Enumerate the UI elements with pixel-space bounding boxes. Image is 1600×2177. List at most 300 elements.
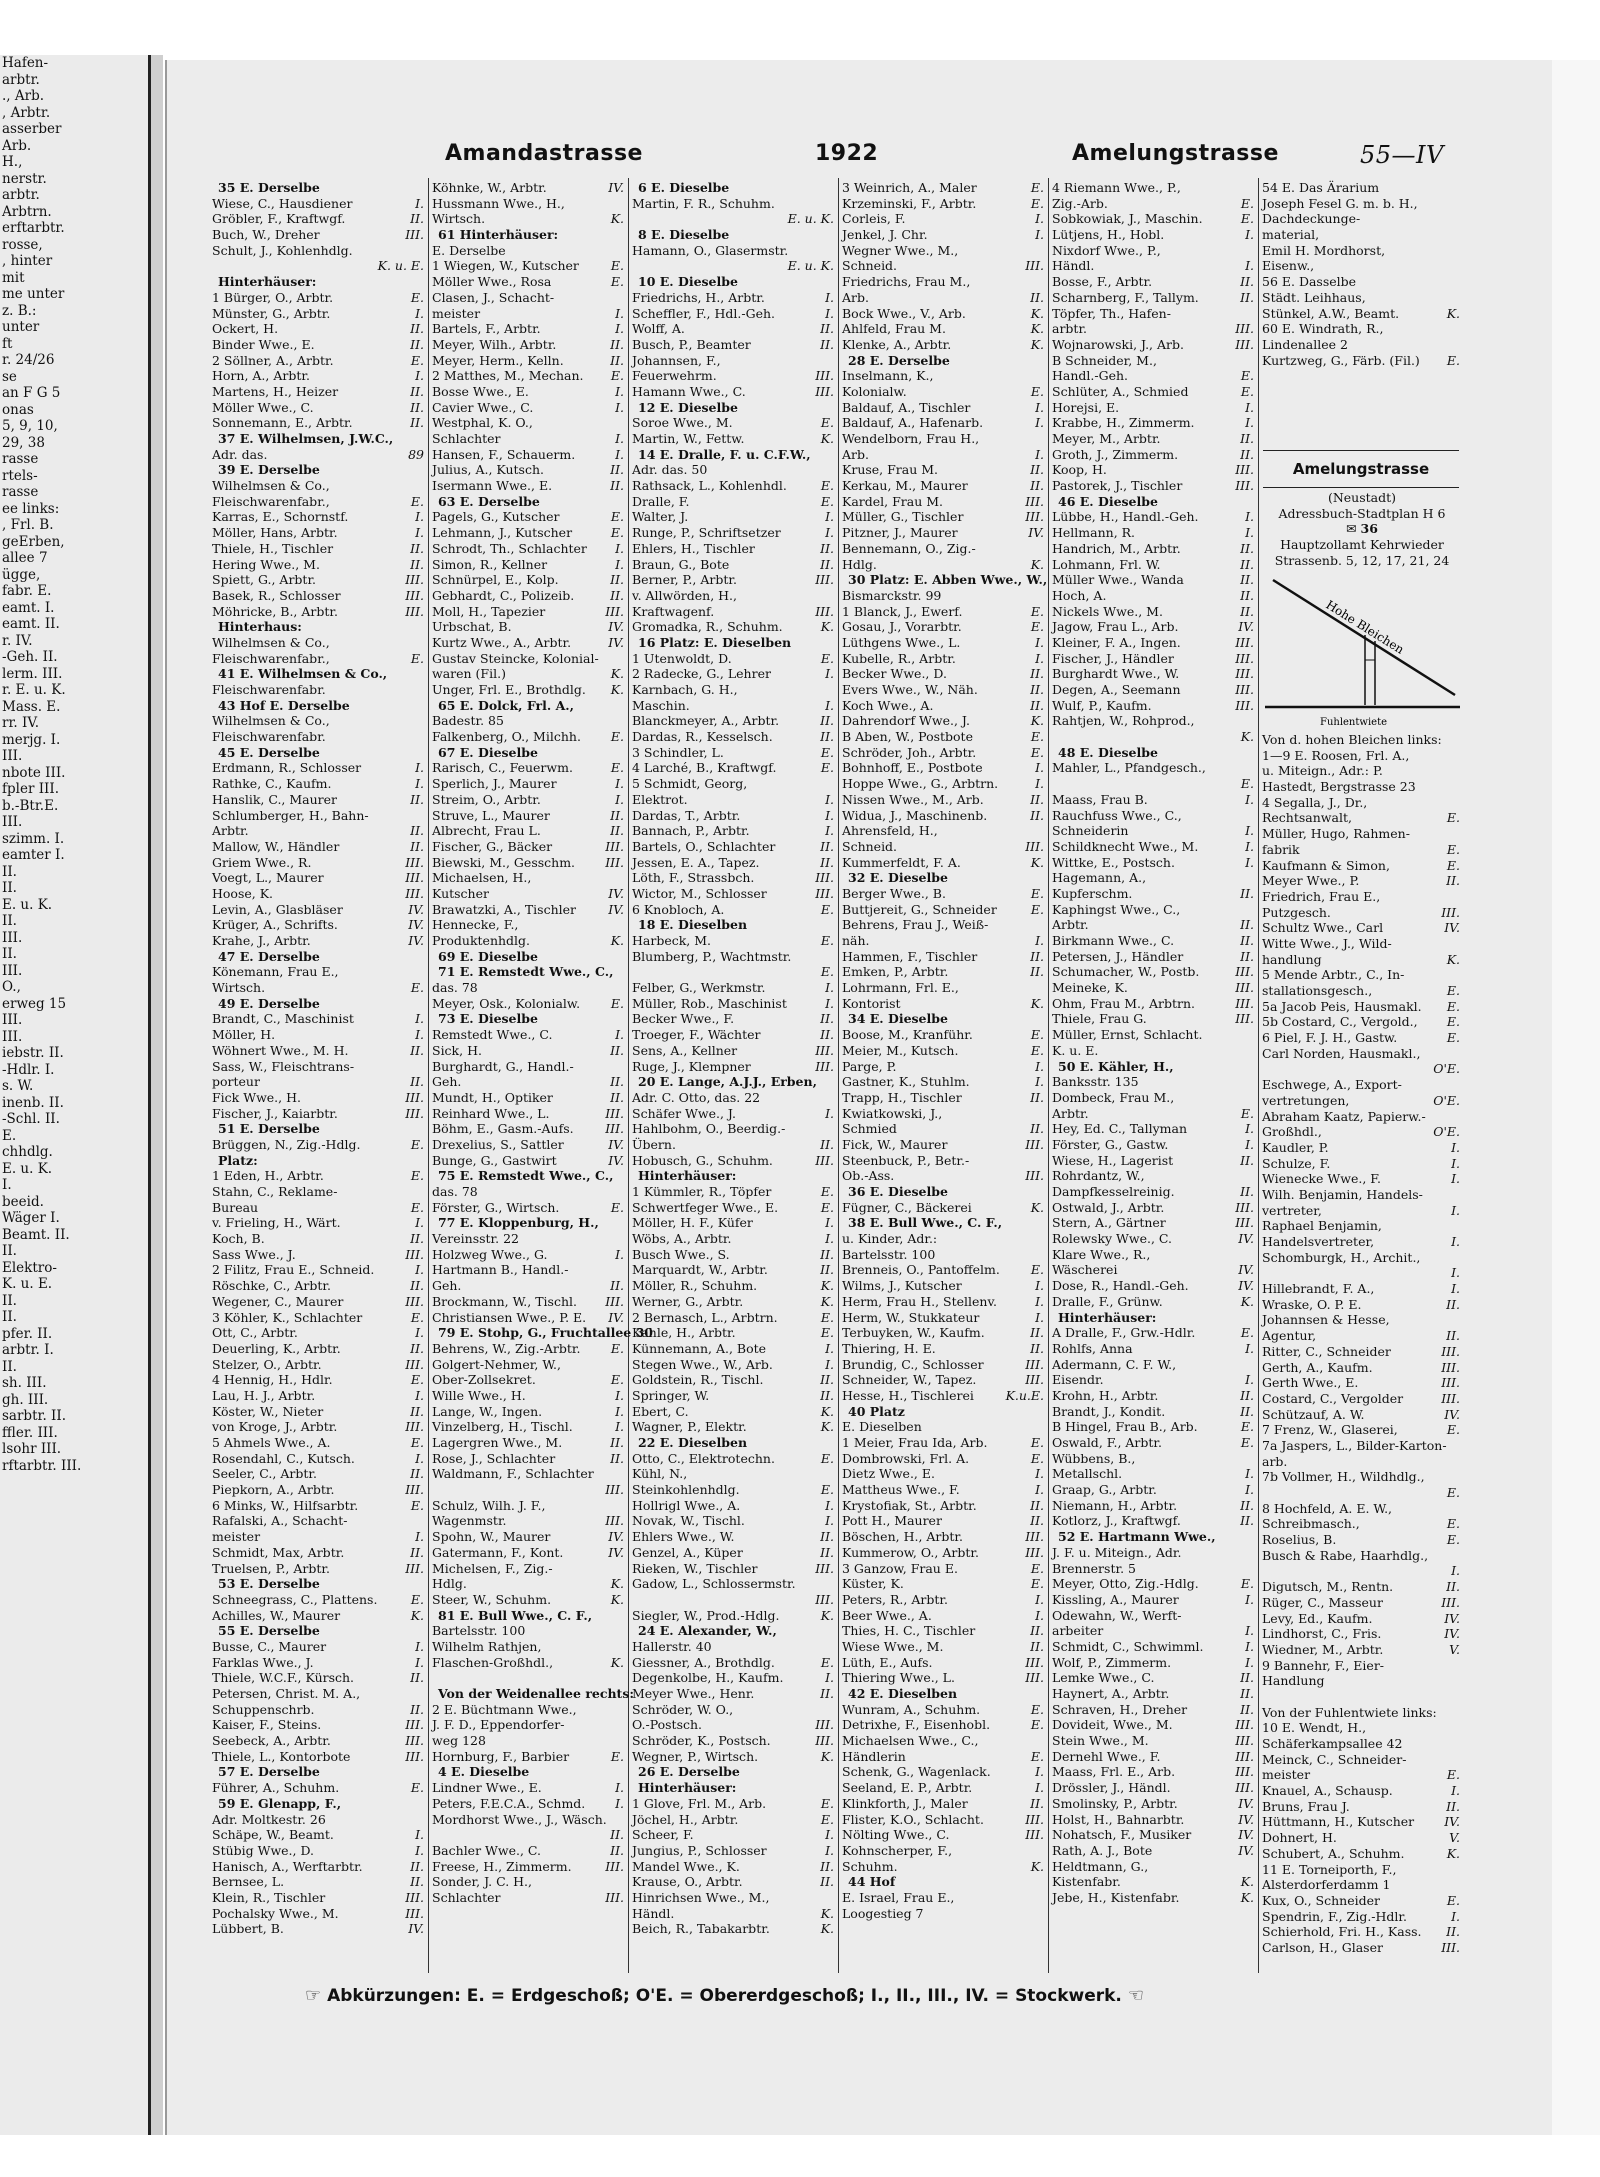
entry-text: Dardas, R., Kesselsch. [632, 729, 773, 745]
resident-entry [1262, 1140, 1462, 1156]
entry-text: Walter, J. [632, 509, 689, 525]
house-entry [432, 1686, 634, 1702]
fragment-line: fpler III. [2, 781, 59, 797]
floor-code: II. [610, 1450, 624, 1466]
floor-code: IV. [408, 917, 424, 933]
entry-text: Maass, Frau B. [1052, 791, 1148, 807]
floor-code: II. [820, 321, 834, 337]
entry-text: Meyer, Osk., Kolonialw. [432, 995, 581, 1011]
resident-entry [842, 1482, 1046, 1498]
floor-code: I. [615, 1246, 624, 1262]
floor-code: I. [615, 791, 624, 807]
resident-entry [1262, 243, 1462, 259]
floor-code: IV. [1444, 1626, 1460, 1642]
resident-entry [432, 996, 626, 1012]
entry-text: Bismarckstr. 99 [842, 587, 942, 603]
floor-code: I. [415, 1638, 424, 1654]
entry-text: Kurtz Wwe., A., Arbtr. [432, 634, 572, 650]
floor-code: III. [815, 603, 834, 619]
floor-code: III. [605, 1121, 624, 1137]
house-entry [1052, 1529, 1256, 1545]
entry-text: Hering Wwe., M. [212, 556, 320, 572]
floor-code: I. [825, 509, 834, 525]
floor-code: II. [610, 587, 624, 603]
entry-text: Wraske, O. P. E. [1262, 1296, 1362, 1312]
resident-entry [1052, 823, 1256, 839]
resident-entry [432, 572, 626, 588]
resident-entry [212, 1451, 426, 1467]
floor-code: II. [610, 462, 624, 478]
resident-entry [1052, 1764, 1256, 1780]
street-info [1262, 490, 1462, 569]
house-entry [632, 1623, 836, 1639]
fragment-line: -Hdlr. I. [2, 1061, 55, 1078]
entry-text: Bureau [212, 1199, 259, 1215]
floor-code: I. [1451, 1281, 1460, 1297]
resident-entry [842, 1843, 1046, 1859]
entry-text: Badestr. 85 [432, 713, 504, 729]
resident-entry [842, 823, 1046, 839]
entry-text: Platz: [218, 1152, 258, 1168]
resident-entry [212, 400, 426, 416]
floor-code: E. [820, 1309, 834, 1325]
entry-text: K. u. E. [1052, 1042, 1099, 1058]
resident-entry [1052, 274, 1256, 290]
floor-code: E. [610, 729, 624, 745]
entry-text: Adr. das. [212, 446, 268, 462]
floor-code: I. [1035, 1466, 1044, 1482]
entry-text: Wictor, M., Schlosser [632, 885, 767, 901]
resident-entry [432, 353, 626, 369]
resident-entry [1262, 1752, 1462, 1768]
floor-code: II. [1240, 587, 1254, 603]
entry-text: Birkmann Wwe., C. [1052, 933, 1175, 948]
entry-text: handlung [1262, 951, 1322, 967]
house-entry [632, 227, 836, 243]
floor-code: E. [1240, 1105, 1254, 1121]
resident-entry [1052, 1482, 1256, 1498]
entry-text: Putzgesch. [1262, 904, 1331, 920]
resident-entry [212, 1419, 426, 1435]
resident-entry [632, 1890, 836, 1906]
entry-text: Michaelsen Wwe., C., [842, 1733, 979, 1749]
resident-entry [842, 1106, 1046, 1122]
resident-entry [842, 1059, 1046, 1075]
house-entry [632, 400, 836, 416]
resident-entry [1052, 1717, 1256, 1733]
floor-code: K. [1030, 995, 1044, 1011]
resident-entry [432, 917, 626, 933]
entry-text: Maschin. [632, 697, 690, 713]
resident-entry [212, 1545, 426, 1561]
resident-entry [1052, 604, 1256, 620]
entry-text: Wiese, C., Hausdiener [212, 195, 353, 211]
entry-text: 1 Glove, Frl. M., Arb. [632, 1795, 767, 1811]
floor-code: I. [1245, 1466, 1254, 1482]
floor-code: K. [1030, 854, 1044, 870]
entry-text: Möhricke, B., Arbtr. [212, 603, 338, 619]
entry-text: Truelsen, P., Arbtr. [212, 1560, 330, 1576]
fragment-line: II. [2, 913, 17, 929]
resident-entry [842, 1623, 1046, 1639]
entry-text: Kleiner, F. A., Ingen. [1052, 634, 1181, 650]
resident-entry [842, 1749, 1046, 1765]
resident-entry [1052, 431, 1256, 447]
floor-code: II. [1240, 446, 1254, 462]
entry-text: Dachdeckunge- [1262, 211, 1361, 227]
floor-code: II. [1030, 948, 1044, 964]
resident-entry [212, 1890, 426, 1906]
entry-text: Burghardt Wwe., W. [1052, 666, 1180, 682]
entry-text: Wojnarowski, J., Arb. [1052, 336, 1184, 352]
resident-entry [842, 729, 1046, 745]
entry-text: Sick, H. [432, 1042, 482, 1058]
floor-code: II. [610, 1042, 624, 1058]
entry-text: Mundt, H., Optiker [432, 1089, 553, 1105]
fragment-line: E. u. K. [2, 1160, 53, 1177]
fragment-line: Arbtrn. [2, 203, 52, 220]
floor-code: K. [610, 682, 624, 697]
resident-entry [1262, 1611, 1462, 1627]
entry-text: Digutsch, M., Rentn. [1262, 1579, 1394, 1595]
resident-entry [842, 243, 1046, 259]
floor-code: E. [820, 415, 834, 431]
entry-text: Brundig, C., Schlosser [842, 1356, 984, 1372]
floor-code: I. [415, 1262, 424, 1278]
entry-text: Becker Wwe., D. [842, 666, 947, 682]
resident-entry [632, 1372, 836, 1388]
house-entry [212, 1623, 426, 1639]
resident-entry [212, 964, 426, 980]
resident-entry [1052, 682, 1256, 698]
resident-entry [632, 1059, 836, 1075]
entry-text: Petersen, Christ. M. A., [212, 1686, 361, 1701]
entry-text: Adr. C. Otto, das. 22 [632, 1089, 761, 1105]
resident-entry [842, 635, 1046, 651]
fragment-line: I. [2, 1177, 12, 1193]
floor-code: II. [820, 838, 834, 854]
resident-entry [432, 1498, 626, 1514]
entry-text: Kupferschm. [1052, 885, 1133, 901]
resident-entry [632, 1921, 836, 1937]
entry-text: Koch Wwe., A. [842, 697, 934, 713]
entry-text: Schierhold, Fri. H., Kass. [1262, 1924, 1422, 1940]
entry-text: 51 E. Derselbe [218, 1121, 320, 1137]
resident-entry [842, 541, 1046, 557]
resident-entry [432, 1874, 626, 1890]
resident-entry [842, 588, 1046, 604]
floor-code: II. [820, 854, 834, 870]
entry-text: Ahrensfeld, H., [842, 823, 938, 839]
resident-entry [842, 1764, 1046, 1780]
entry-text: Rolewsky Wwe., C. [1052, 1231, 1173, 1247]
floor-code: I. [615, 399, 624, 415]
entry-text: Klenke, A., Arbtr. [842, 336, 952, 352]
floor-code: E. [1446, 810, 1460, 826]
fragment-line: beeid. [2, 1193, 44, 1210]
entry-text: Blumberg, P., Wachtmstr. [632, 948, 792, 964]
floor-code: I. [1245, 791, 1254, 807]
floor-code: III. [815, 1733, 834, 1749]
floor-code: I. [1245, 838, 1254, 854]
street-map-ref: Adressbuch-Stadtplan H 6 [1278, 505, 1446, 521]
floor-code: II. [610, 1827, 624, 1843]
resident-entry [1052, 1796, 1256, 1812]
floor-code: II. [1030, 462, 1044, 478]
resident-entry [842, 525, 1046, 541]
entry-text: Rath, A. J., Bote [1052, 1842, 1153, 1858]
entry-text: Adr. das. 50 [632, 462, 708, 478]
resident-entry [432, 557, 626, 573]
floor-code: II. [1030, 1513, 1044, 1529]
fragment-line: H., [2, 154, 23, 170]
floor-code: I. [1035, 1780, 1044, 1796]
floor-code: I. [1245, 227, 1254, 243]
entry-text: Piepkorn, A., Arbtr. [212, 1482, 335, 1498]
resident-entry [842, 1906, 1046, 1922]
floor-code: I. [1245, 1136, 1254, 1152]
resident-entry [432, 1121, 626, 1137]
house-entry [1052, 494, 1256, 510]
resident-entry [1262, 967, 1462, 983]
resident-entry [1052, 1545, 1256, 1561]
resident-entry [842, 1419, 1046, 1435]
floor-code: E. [1030, 195, 1044, 211]
entry-text: Busch & Rabe, Haarhdlg., [1262, 1547, 1429, 1563]
entry-text: Friedrich, Frau E., [1262, 888, 1381, 904]
floor-code: I. [1245, 1340, 1254, 1356]
entry-text: 4 Larché, B., Kraftwgf. [632, 760, 777, 776]
entry-text: Spohn, W., Maurer [432, 1529, 551, 1545]
floor-code: K. [1240, 729, 1254, 745]
entry-text: Wille Wwe., H. [432, 1387, 526, 1403]
resident-entry [632, 964, 836, 980]
resident-entry [632, 886, 836, 902]
resident-entry [632, 1482, 836, 1498]
floor-code: E. [410, 1199, 424, 1215]
resident-entry [1052, 1357, 1256, 1373]
fragment-line: Hafen- [2, 55, 49, 71]
resident-entry [432, 290, 626, 306]
resident-entry [632, 1466, 836, 1482]
floor-code: I. [825, 823, 834, 839]
floor-code: E. [1030, 1560, 1044, 1576]
floor-code: II. [820, 1686, 834, 1701]
entry-text: Hesse, H., Tischlerei [842, 1387, 974, 1403]
entry-text: Martens, H., Heizer [212, 383, 339, 399]
entry-text: 22 E. Dieselben [638, 1435, 748, 1450]
resident-entry [632, 1545, 836, 1561]
resident-entry [842, 980, 1046, 996]
entry-text: Küster, K. [842, 1576, 904, 1592]
resident-entry [632, 1388, 836, 1404]
entry-text: Hornburg, F., Barbier [432, 1748, 570, 1764]
resident-entry [212, 1435, 426, 1451]
floor-code: E. [820, 1325, 834, 1341]
entry-text: Gastner, K., Stuhlm. [842, 1074, 970, 1090]
entry-text: Wagenmstr. [432, 1513, 507, 1529]
resident-entry [432, 258, 626, 274]
entry-text: Kux, O., Schneider [1262, 1892, 1380, 1908]
resident-entry [842, 1655, 1046, 1671]
resident-entry [432, 415, 626, 431]
column-rule [1258, 178, 1259, 1973]
fragment-line: allee 7 [2, 550, 48, 566]
floor-code: III. [1025, 1544, 1044, 1560]
entry-text: Herm, Frau H., Stellenv. [842, 1293, 997, 1309]
entry-text: Wübbens, B., [1052, 1450, 1136, 1466]
entry-text: A Dralle, F., Grw.-Hdlr. [1052, 1325, 1196, 1341]
entry-text: Beich, R., Tabakarbtr. [632, 1921, 770, 1937]
resident-entry [212, 1906, 426, 1922]
floor-code: I. [1245, 1654, 1254, 1670]
resident-entry [1262, 1014, 1462, 1030]
entry-text: Schröder, W. O., [632, 1701, 734, 1717]
entry-text: Arbtr. [212, 823, 249, 839]
floor-code: I. [615, 556, 624, 572]
fragment-line: inenb. II. [2, 1094, 64, 1111]
floor-code: II. [1240, 1403, 1254, 1419]
entry-text: 73 E. Dieselbe [438, 1011, 538, 1027]
floor-code: II. [610, 823, 624, 839]
resident-entry [432, 855, 626, 871]
floor-code: I. [415, 1215, 424, 1231]
entry-text: Böhm, E., Gasm.-Aufs. [432, 1121, 574, 1137]
floor-code: III. [605, 1889, 624, 1905]
resident-entry [632, 1231, 836, 1247]
resident-entry [632, 604, 836, 620]
entry-text: Möller Wwe., C. [212, 399, 314, 415]
resident-entry [842, 1262, 1046, 1278]
resident-entry [1052, 180, 1256, 196]
resident-entry [842, 1341, 1046, 1357]
floor-code: II. [820, 1262, 834, 1278]
floor-code: K. [410, 1607, 424, 1623]
house-entry [1052, 1059, 1256, 1075]
floor-code: II. [410, 791, 424, 807]
resident-entry [212, 839, 426, 855]
fragment-line: asserber [2, 121, 62, 137]
entry-text: Kurtzweg, G., Färb. (Fil.) [1262, 352, 1420, 368]
resident-entry [1052, 478, 1256, 494]
resident-entry [1052, 1184, 1256, 1200]
floor-code: E. [410, 352, 424, 368]
resident-entry [212, 243, 426, 259]
resident-entry [212, 1341, 426, 1357]
floor-code: III. [1235, 1764, 1254, 1780]
entry-text: Förster, G., Gastw. [1052, 1136, 1169, 1152]
floor-code: K. [820, 431, 834, 446]
resident-entry [842, 557, 1046, 573]
entry-text: Costard, C., Vergolder [1262, 1390, 1404, 1406]
entry-text: Kistenfabr. [1052, 1874, 1121, 1890]
floor-code: III. [1235, 666, 1254, 682]
floor-code: II. [820, 1011, 834, 1027]
entry-text: Stelzer, O., Arbtr. [212, 1356, 322, 1372]
entry-text: Steer, W., Schuhm. [432, 1591, 552, 1607]
house-entry [212, 462, 426, 478]
entry-text: Lindenallee 2 [1262, 336, 1348, 352]
entry-text: Schwertfeger Wwe., E. [632, 1199, 779, 1215]
entry-text: Eisendr. [1052, 1372, 1104, 1388]
resident-entry [1052, 1090, 1256, 1106]
floor-code: II. [410, 1466, 424, 1482]
resident-entry [842, 196, 1046, 212]
street-heading: Amelungstrasse [1263, 450, 1459, 488]
entry-text: material, [1262, 227, 1320, 243]
floor-code: II. [610, 1089, 624, 1105]
resident-entry [632, 1184, 836, 1200]
resident-entry [632, 1592, 836, 1608]
floor-code: E. [820, 493, 834, 509]
resident-entry [1262, 1626, 1462, 1642]
entry-text: Hoch, A. [1052, 587, 1107, 603]
resident-entry [842, 431, 1046, 447]
resident-entry [1052, 1106, 1256, 1122]
floor-code: II. [1446, 1579, 1460, 1595]
entry-text: 71 E. Remstedt Wwe., C., [438, 964, 614, 980]
floor-code: III. [605, 1293, 624, 1309]
resident-entry [432, 682, 626, 698]
floor-code: I. [615, 1419, 624, 1435]
entry-text: 3 Köhler, K., Schlachter [212, 1309, 363, 1325]
entry-text: 5a Jacob Peis, Hausmakl. [1262, 998, 1422, 1014]
resident-entry [632, 384, 836, 400]
entry-text: Widua, J., Maschinenb. [842, 807, 988, 823]
entry-text: 46 E. Dieselbe [1058, 493, 1158, 509]
resident-entry [842, 306, 1046, 322]
resident-entry [432, 1310, 626, 1326]
resident-entry [842, 1231, 1046, 1247]
entry-text: 60 E. Windrath, R., [1262, 321, 1384, 337]
entry-text: 35 E. Derselbe [218, 180, 320, 195]
entry-text: Meyer Wwe., P. [1262, 873, 1360, 889]
resident-entry [632, 1859, 836, 1875]
floor-code: II. [1240, 1686, 1254, 1701]
resident-entry [212, 713, 426, 729]
floor-code: I. [415, 305, 424, 321]
resident-entry [842, 1294, 1046, 1310]
floor-code: I. [615, 1795, 624, 1811]
entry-text: Händlerin [842, 1748, 906, 1764]
entry-text: 18 E. Dieselben [638, 917, 748, 933]
floor-code: I. [1245, 1121, 1254, 1137]
resident-entry [1262, 826, 1462, 842]
entry-text: 8 E. Dieselbe [638, 227, 730, 243]
floor-code: IV. [1238, 619, 1254, 635]
entry-text: Bartelsstr. 100 [842, 1246, 936, 1262]
floor-code: K. [820, 1905, 834, 1921]
entry-text: 6 Knobloch, A. [632, 901, 725, 917]
resident-entry [1052, 1451, 1256, 1467]
floor-code: E. [410, 493, 424, 509]
entry-text: Lau, H. J., Arbtr. [212, 1387, 316, 1403]
entry-text: Griem Wwe., R. [212, 854, 312, 870]
floor-code: II. [410, 556, 424, 572]
entry-text: Corleis, F. [842, 211, 906, 227]
entry-text: Wilhelmsen & Co., [212, 634, 330, 650]
fragment-line: eamt. I. [2, 599, 55, 616]
floor-code: I. [1245, 854, 1254, 870]
entry-text: Thiering, H. E. [842, 1340, 936, 1356]
resident-entry [1262, 196, 1462, 212]
entry-text: Mattheus Wwe., F. [842, 1482, 960, 1498]
resident-entry [1052, 290, 1256, 306]
floor-code: I. [825, 525, 834, 541]
resident-entry [1052, 1874, 1256, 1890]
floor-code: II. [410, 336, 424, 352]
entry-text: 53 E. Derselbe [218, 1576, 320, 1592]
